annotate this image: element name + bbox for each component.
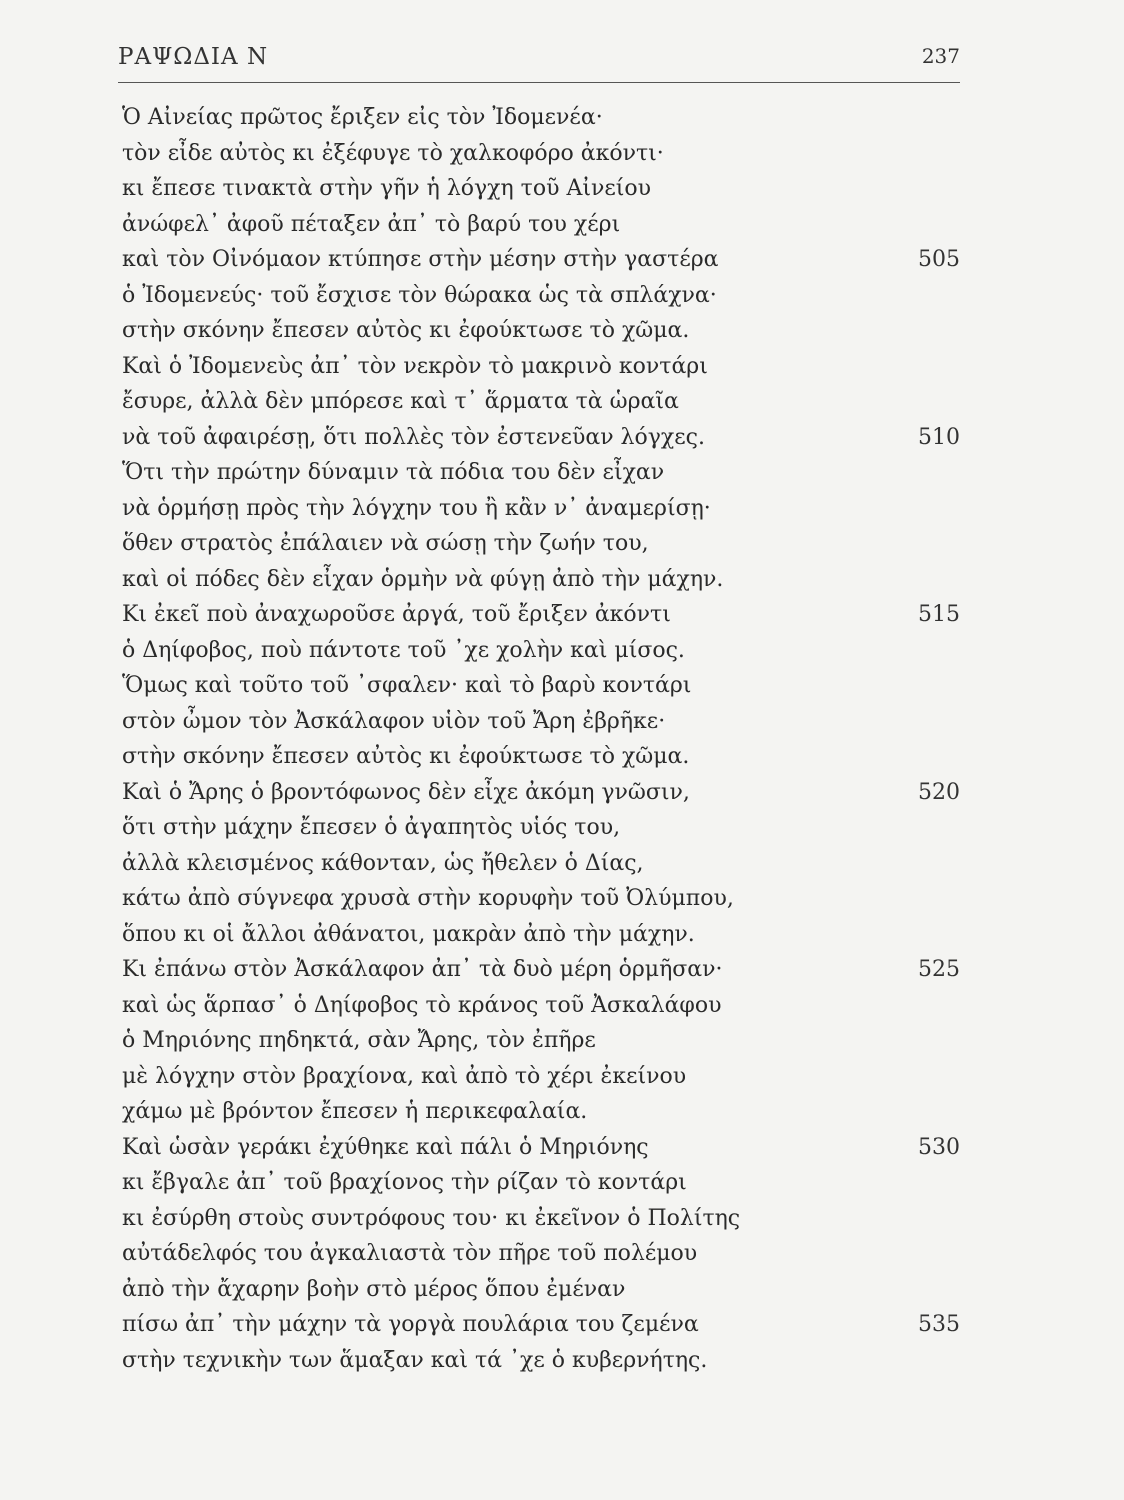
verse-text: ἀπὸ τὴν ἄχαρην βοὴν στὸ μέρος ὅπου ἐμέναν xyxy=(122,1276,626,1302)
verse-text: καὶ τὸν Οἰνόμαον κτύπησε στὴν μέσην στὴν γαστέρα xyxy=(122,247,719,272)
verse-line xyxy=(122,1343,992,1379)
verse-text: στὴν σκόνην ἔπεσεν αὐτὸς κι ἐφούκτωσε τὸ χῶμα. xyxy=(122,744,690,769)
verse-text: κι ἐσύρθη στοὺς συντρόφους του· κι ἐκεῖνον ὁ Πολίτης xyxy=(122,1205,741,1231)
verse-text: στὸν ὦμον τὸν Ἀσκάλαφον υἱὸν τοῦ Ἄρη ἐβρῆκε· xyxy=(122,708,666,734)
verse-line xyxy=(122,1094,992,1130)
verse-text: ἀλλὰ κλεισμένος κάθονταν, ὡς ἤθελεν ὁ Δίας, xyxy=(122,850,644,876)
verse-text: Καὶ ὁ Ἰδομενεὺς ἀπ᾽ τὸν νεκρὸν τὸ μακρινὸ κοντάρι xyxy=(122,353,708,379)
verse-text: κι ἔπεσε τινακτὰ στὴν γῆν ἡ λόγχη τοῦ Αἰνείου xyxy=(122,176,651,201)
verse-text: καὶ ὡς ἅρπασ᾽ ὁ Δηίφοβος τὸ κράνος τοῦ Ἀσκαλάφου xyxy=(122,992,722,1018)
verse-text: Καὶ ὁ Ἄρης ὁ βροντόφωνος δὲν εἶχε ἀκόμη γνῶσιν, xyxy=(122,779,690,805)
verse-text: ὅτι στὴν μάχην ἔπεσεν ὁ ἀγαπητὸς υἱός του, xyxy=(122,815,621,840)
verse-text: νὰ τοῦ ἀφαιρέσῃ, ὅτι πολλὲς τὸν ἐστενεῦαν λόγχες. xyxy=(122,424,705,450)
verse-text: Κι ἐκεῖ ποὺ ἀναχωροῦσε ἀργά, τοῦ ἔριξεν ἀκόντι xyxy=(122,602,671,627)
verse-text: ὁ Ἰδομενεύς· τοῦ ἔσχισε τὸν θώρακα ὡς τὰ σπλάχνα· xyxy=(122,282,717,308)
verse-text: χάμω μὲ βρόντον ἔπεσεν ἡ περικεφαλαία. xyxy=(122,1099,588,1124)
verse-line xyxy=(122,881,992,917)
verse-line xyxy=(122,917,992,953)
verse-text: Κι ἐπάνω στὸν Ἀσκάλαφον ἀπ᾽ τὰ δυὸ μέρη ὁρμῆσαν· xyxy=(122,957,723,982)
verse-text: κι ἔβγαλε ἀπ᾽ τοῦ βραχίονος τὴν ρίζαν τὸ κοντάρι xyxy=(122,1170,687,1195)
verse-line xyxy=(122,739,992,775)
line-number: 535 xyxy=(918,1312,960,1337)
verse-text: ἀνώφελ᾽ ἀφοῦ πέταξεν ἀπ᾽ τὸ βαρύ του χέρι xyxy=(122,211,621,237)
verse-line xyxy=(122,349,992,385)
verse-text: στὴν τεχνικὴν των ἅμαξαν καὶ τά ᾽χε ὁ κυβερνήτης. xyxy=(122,1347,708,1373)
verse-text: ὅθεν στρατὸς ἐπάλαιεν νὰ σώσῃ τὴν ζωήν του, xyxy=(122,531,649,556)
verse-text: στὴν σκόνην ἔπεσεν αὐτὸς κι ἐφούκτωσε τὸ χῶμα. xyxy=(122,318,690,343)
line-number: 510 xyxy=(918,424,960,450)
verse-text: αὐτάδελφός του ἀγκαλιαστὰ τὸν πῆρε τοῦ πολέμου xyxy=(122,1241,698,1266)
verse-line xyxy=(122,846,992,882)
verse-line xyxy=(122,491,992,527)
verse-line xyxy=(122,704,992,740)
line-number: 515 xyxy=(918,602,960,627)
verse-line xyxy=(122,1130,992,1166)
verse-line xyxy=(122,420,992,456)
verse-line xyxy=(122,1023,992,1059)
header-rule xyxy=(118,82,960,83)
verse-line xyxy=(122,810,992,846)
verse-line xyxy=(122,242,992,278)
verse-line xyxy=(122,952,992,988)
verse-text: ὁ Μηριόνης πηδηκτά, σὰν Ἄρης, τὸν ἐπῆρε xyxy=(122,1028,596,1053)
verse-line xyxy=(122,1165,992,1201)
verse-text: καὶ οἱ πόδες δὲν εἶχαν ὁρμὴν νὰ φύγῃ ἀπὸ τὴν μάχην. xyxy=(122,566,724,592)
verse-line xyxy=(122,207,992,243)
verse-line xyxy=(122,313,992,349)
verse-line xyxy=(122,171,992,207)
verse-text: ὁ Δηίφοβος, ποὺ πάντοτε τοῦ ᾽χε χολὴν καὶ μίσος. xyxy=(122,637,685,663)
line-number: 520 xyxy=(918,779,960,805)
verse-line xyxy=(122,1307,992,1343)
verse-line xyxy=(122,136,992,172)
verse-text: νὰ ὁρμήσῃ πρὸς τὴν λόγχην του ἢ κἂν ν᾽ ἀναμερίσῃ· xyxy=(122,495,711,521)
verse-line xyxy=(122,526,992,562)
verse-line xyxy=(122,633,992,669)
verse-line xyxy=(122,668,992,704)
verse-text: τὸν εἶδε αὐτὸς κι ἐξέφυγε τὸ χαλκοφόρο ἀκόντι· xyxy=(122,140,664,166)
verse-line xyxy=(122,1201,992,1237)
line-number: 530 xyxy=(918,1134,960,1160)
verse-line xyxy=(122,775,992,811)
verse-line xyxy=(122,1059,992,1095)
verse-text: κάτω ἀπὸ σύγνεφα χρυσὰ στὴν κορυφὴν τοῦ Ὀλύμπου, xyxy=(122,886,734,911)
verse-text: πίσω ἀπ᾽ τὴν μάχην τὰ γοργὰ πουλάρια του ζεμένα xyxy=(122,1312,699,1337)
verse-line xyxy=(122,1272,992,1308)
verse-text: Ὅμως καὶ τοῦτο τοῦ ᾽σφαλεν· καὶ τὸ βαρὺ κοντάρι xyxy=(122,673,692,698)
verse-line xyxy=(122,597,992,633)
verse-line xyxy=(122,278,992,314)
running-title: ΡΑΨΩΔΙΑ Ν xyxy=(118,44,269,70)
verse-text: Ὁ Αἰνείας πρῶτος ἔριξεν εἰς τὸν Ἰδομενέα· xyxy=(122,105,603,130)
verse-text: ἔσυρε, ἀλλὰ δὲν μπόρεσε καὶ τ᾽ ἅρματα τὰ ὡραῖα xyxy=(122,389,679,414)
line-number: 525 xyxy=(918,957,960,982)
verse-line xyxy=(122,562,992,598)
verse-text: μὲ λόγχην στὸν βραχίονα, καὶ ἀπὸ τὸ χέρι ἐκείνου xyxy=(122,1063,687,1089)
verse-line xyxy=(122,100,992,136)
verse-text: ὅπου κι οἱ ἄλλοι ἀθάνατοι, μακρὰν ἀπὸ τὴν μάχην. xyxy=(122,921,695,947)
verse-line xyxy=(122,1236,992,1272)
page-number: 237 xyxy=(921,44,960,68)
verse-text: Ὅτι τὴν πρώτην δύναμιν τὰ πόδια του δὲν εἶχαν xyxy=(122,460,665,485)
verse-block xyxy=(122,100,992,1378)
verse-text: Καὶ ὡσὰν γεράκι ἐχύθηκε καὶ πάλι ὁ Μηριόνης xyxy=(122,1134,649,1160)
verse-line xyxy=(122,455,992,491)
line-number: 505 xyxy=(918,247,960,272)
page-header xyxy=(118,44,960,80)
verse-line xyxy=(122,384,992,420)
verse-line xyxy=(122,988,992,1024)
